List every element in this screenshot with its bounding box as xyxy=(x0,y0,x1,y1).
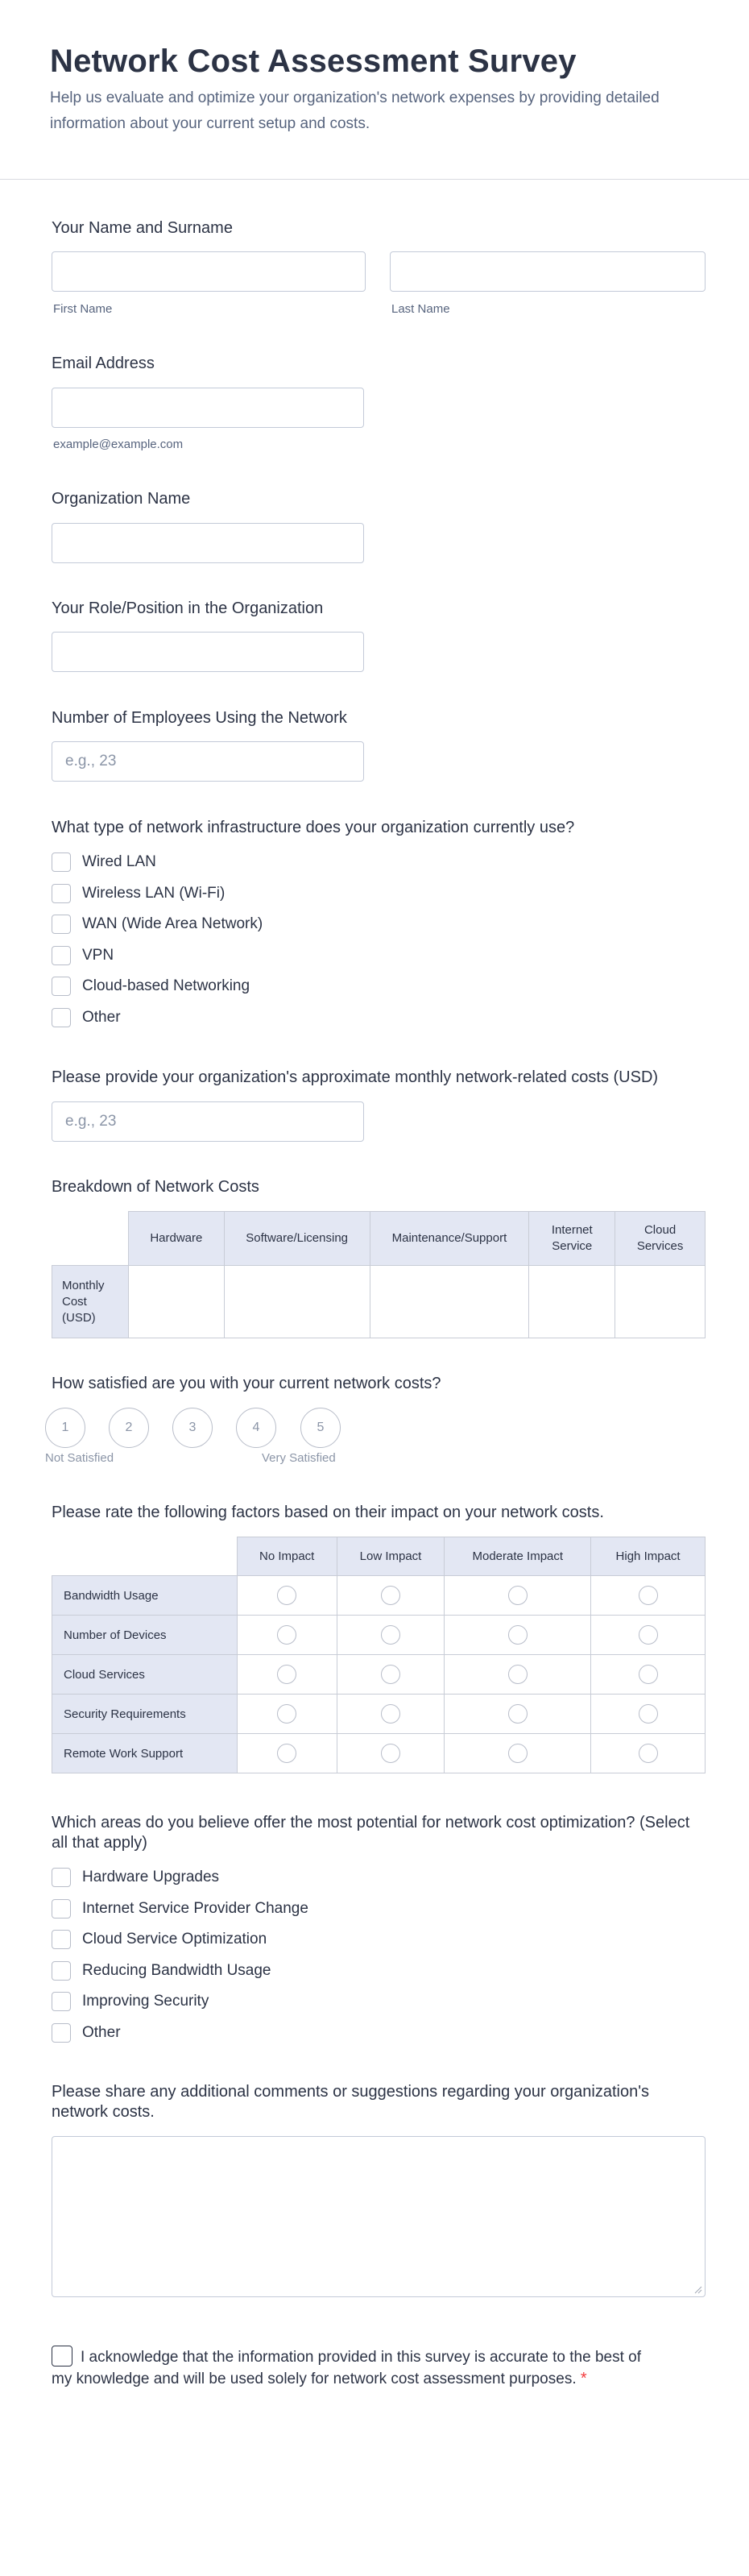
impact-radio[interactable] xyxy=(508,1665,528,1684)
required-mark: * xyxy=(580,2370,587,2387)
impact-radio[interactable] xyxy=(277,1704,296,1724)
matrix-cell xyxy=(237,1695,337,1734)
email-sublabel: example@example.com xyxy=(53,438,184,451)
checkbox-label: Wired LAN xyxy=(82,853,156,870)
matrix-row xyxy=(52,1734,706,1773)
page-title: Network Cost Assessment Survey xyxy=(50,44,577,79)
checkbox-option[interactable] xyxy=(52,945,114,966)
matrix-row-header: Cloud Services xyxy=(52,1655,238,1695)
internet-cost-cell[interactable] xyxy=(529,1266,615,1338)
checkbox[interactable] xyxy=(52,1899,71,1919)
impact-label: Please rate the following factors based on their impact on your network costs. xyxy=(52,1504,604,1521)
checkbox[interactable] xyxy=(52,1961,71,1981)
acknowledge-checkbox[interactable] xyxy=(52,2346,72,2367)
email-input[interactable] xyxy=(52,388,364,428)
column-header: Hardware xyxy=(128,1212,224,1266)
last-name-input[interactable] xyxy=(390,251,706,292)
rating-option-1[interactable]: 1 xyxy=(45,1408,85,1448)
checkbox-option[interactable] xyxy=(52,1929,267,1950)
cloud-cost-cell[interactable] xyxy=(615,1266,706,1338)
table-corner xyxy=(52,1212,129,1266)
rating-option-2[interactable]: 2 xyxy=(109,1408,149,1448)
impact-radio[interactable] xyxy=(639,1665,658,1684)
checkbox-option[interactable] xyxy=(52,1960,271,1981)
checkbox[interactable] xyxy=(52,915,71,934)
matrix-corner xyxy=(52,1537,238,1576)
employees-input[interactable]: e.g., 23 xyxy=(52,741,364,782)
matrix-cell xyxy=(445,1576,591,1616)
optimization-label: Which areas do you believe offer the most potential for network cost optimization? (Select all that apply) xyxy=(52,1814,690,1852)
impact-radio[interactable] xyxy=(508,1744,528,1763)
matrix-cell xyxy=(591,1616,706,1655)
organization-question xyxy=(52,488,706,509)
impact-radio[interactable] xyxy=(508,1625,528,1645)
matrix-row xyxy=(52,1695,706,1734)
comments-question xyxy=(52,2082,706,2122)
matrix-cell xyxy=(591,1576,706,1616)
column-header: Internet Service xyxy=(529,1212,615,1266)
checkbox[interactable] xyxy=(52,2023,71,2043)
impact-radio[interactable] xyxy=(381,1704,400,1724)
organization-input[interactable] xyxy=(52,523,364,563)
matrix-column-header: Low Impact xyxy=(337,1537,445,1576)
rating-option-5[interactable]: 5 xyxy=(300,1408,341,1448)
first-name-sublabel: First Name xyxy=(53,302,113,316)
impact-radio[interactable] xyxy=(381,1586,400,1605)
checkbox[interactable] xyxy=(52,1868,71,1887)
checkbox-option[interactable] xyxy=(52,883,225,904)
matrix-cell xyxy=(445,1616,591,1655)
rating-low-label: Not Satisfied xyxy=(45,1451,114,1465)
matrix-cell xyxy=(337,1734,445,1773)
matrix-row-header: Bandwidth Usage xyxy=(52,1576,238,1616)
checkbox[interactable] xyxy=(52,1930,71,1949)
impact-radio[interactable] xyxy=(381,1744,400,1763)
email-question xyxy=(52,353,706,374)
matrix-row-header: Number of Devices xyxy=(52,1616,238,1655)
maintenance-cost-cell[interactable] xyxy=(370,1266,529,1338)
software-cost-cell[interactable] xyxy=(224,1266,370,1338)
checkbox-option[interactable] xyxy=(52,852,156,873)
matrix-row xyxy=(52,1616,706,1655)
checkbox-label: Improving Security xyxy=(82,1993,209,2010)
matrix-cell xyxy=(591,1655,706,1695)
column-header: Cloud Services xyxy=(615,1212,706,1266)
breakdown-label: Breakdown of Network Costs xyxy=(52,1178,259,1196)
resize-handle-icon[interactable] xyxy=(694,2286,702,2294)
checkbox[interactable] xyxy=(52,977,71,996)
impact-radio[interactable] xyxy=(277,1744,296,1763)
matrix-column-header: No Impact xyxy=(237,1537,337,1576)
page-subtitle: Help us evaluate and optimize your organization's network expenses by providing detailed information about your current setup and costs. xyxy=(50,89,660,132)
checkbox-option[interactable] xyxy=(52,1898,308,1919)
checkbox-label: Cloud-based Networking xyxy=(82,977,250,994)
impact-radio[interactable] xyxy=(277,1625,296,1645)
matrix-column-header: Moderate Impact xyxy=(445,1537,591,1576)
checkbox[interactable] xyxy=(52,884,71,903)
checkbox-label: Other xyxy=(82,1008,121,1026)
matrix-row-header: Security Requirements xyxy=(52,1695,238,1734)
checkbox-label: Cloud Service Optimization xyxy=(82,1931,267,1948)
acknowledge-block xyxy=(52,2346,648,2390)
impact-radio[interactable] xyxy=(381,1665,400,1684)
matrix-cell xyxy=(337,1655,445,1695)
monthly-costs-label: Please provide your organization's approximate monthly network-related costs (USD) xyxy=(52,1068,659,1086)
breakdown-question xyxy=(52,1176,706,1197)
matrix-cell xyxy=(591,1734,706,1773)
checkbox-label: VPN xyxy=(82,946,114,964)
matrix-cell xyxy=(445,1655,591,1695)
rating-option-4[interactable]: 4 xyxy=(236,1408,276,1448)
impact-radio[interactable] xyxy=(639,1744,658,1763)
checkbox[interactable] xyxy=(52,1992,71,2011)
role-label: Your Role/Position in the Organization xyxy=(52,599,324,617)
checkbox-option[interactable] xyxy=(52,914,263,935)
acknowledge-text: I acknowledge that the information provided in this survey is accurate to the best of my knowledge and will be used solely for network cost assessment purposes. xyxy=(52,2349,641,2387)
impact-radio[interactable] xyxy=(277,1586,296,1605)
checkbox[interactable] xyxy=(52,852,71,872)
checkbox-label: Wireless LAN (Wi-Fi) xyxy=(82,884,226,902)
organization-label: Organization Name xyxy=(52,490,191,508)
rating-option-3[interactable]: 3 xyxy=(172,1408,213,1448)
checkbox-option[interactable] xyxy=(52,1991,209,2012)
matrix-cell xyxy=(445,1734,591,1773)
satisfaction-label: How satisfied are you with your current network costs? xyxy=(52,1375,441,1392)
matrix-row xyxy=(52,1576,706,1616)
comments-label: Please share any additional comments or suggestions regarding your organization's network costs. xyxy=(52,2083,650,2121)
satisfaction-question xyxy=(52,1373,706,1394)
matrix-cell xyxy=(237,1655,337,1695)
email-label: Email Address xyxy=(52,355,155,372)
checkbox-option[interactable] xyxy=(52,1007,121,1028)
checkbox[interactable] xyxy=(52,946,71,965)
checkbox-label: Other xyxy=(82,2023,121,2041)
checkbox-label: WAN (Wide Area Network) xyxy=(82,915,263,932)
form-header xyxy=(0,0,749,180)
role-question xyxy=(52,598,706,619)
matrix-cell xyxy=(237,1576,337,1616)
matrix-cell xyxy=(237,1616,337,1655)
hardware-cost-cell[interactable] xyxy=(128,1266,224,1338)
matrix-cell xyxy=(591,1695,706,1734)
first-name-input[interactable] xyxy=(52,251,366,292)
impact-question xyxy=(52,1502,706,1523)
cost-breakdown-table xyxy=(52,1211,706,1338)
matrix-row xyxy=(52,1655,706,1695)
rating-high-label: Very Satisfied xyxy=(262,1451,336,1465)
matrix-column-header: High Impact xyxy=(591,1537,706,1576)
impact-radio[interactable] xyxy=(381,1625,400,1645)
matrix-cell xyxy=(337,1576,445,1616)
matrix-cell xyxy=(337,1616,445,1655)
checkbox-option[interactable] xyxy=(52,976,250,997)
impact-radio[interactable] xyxy=(277,1665,296,1684)
impact-matrix xyxy=(52,1537,706,1773)
matrix-cell xyxy=(445,1695,591,1734)
row-header: Monthly Cost (USD) xyxy=(52,1266,129,1338)
impact-radio[interactable] xyxy=(508,1704,528,1724)
column-header: Software/Licensing xyxy=(224,1212,370,1266)
optimization-question xyxy=(52,1813,706,1853)
name-label: Your Name and Surname xyxy=(52,219,233,237)
employees-question xyxy=(52,707,706,728)
employees-label: Number of Employees Using the Network xyxy=(52,709,347,727)
monthly-costs-input[interactable]: e.g., 23 xyxy=(52,1101,364,1142)
infrastructure-label: What type of network infrastructure does your organization currently use? xyxy=(52,819,575,836)
checkbox-option[interactable] xyxy=(52,2022,121,2043)
matrix-cell xyxy=(237,1734,337,1773)
role-input[interactable] xyxy=(52,632,364,672)
name-question xyxy=(52,218,706,239)
matrix-row-header: Remote Work Support xyxy=(52,1734,238,1773)
checkbox-label: Internet Service Provider Change xyxy=(82,1899,308,1917)
column-header: Maintenance/Support xyxy=(370,1212,529,1266)
infrastructure-question xyxy=(52,817,706,838)
last-name-sublabel: Last Name xyxy=(391,302,450,316)
impact-radio[interactable] xyxy=(639,1586,658,1605)
checkbox-option[interactable] xyxy=(52,1867,219,1888)
monthly-costs-question xyxy=(52,1067,706,1088)
checkbox-label: Hardware Upgrades xyxy=(82,1869,220,1885)
matrix-cell xyxy=(337,1695,445,1734)
impact-radio[interactable] xyxy=(639,1625,658,1645)
comments-textarea[interactable] xyxy=(52,2136,706,2297)
impact-radio[interactable] xyxy=(508,1586,528,1605)
impact-radio[interactable] xyxy=(639,1704,658,1724)
checkbox[interactable] xyxy=(52,1008,71,1027)
checkbox-label: Reducing Bandwidth Usage xyxy=(82,1961,271,1979)
